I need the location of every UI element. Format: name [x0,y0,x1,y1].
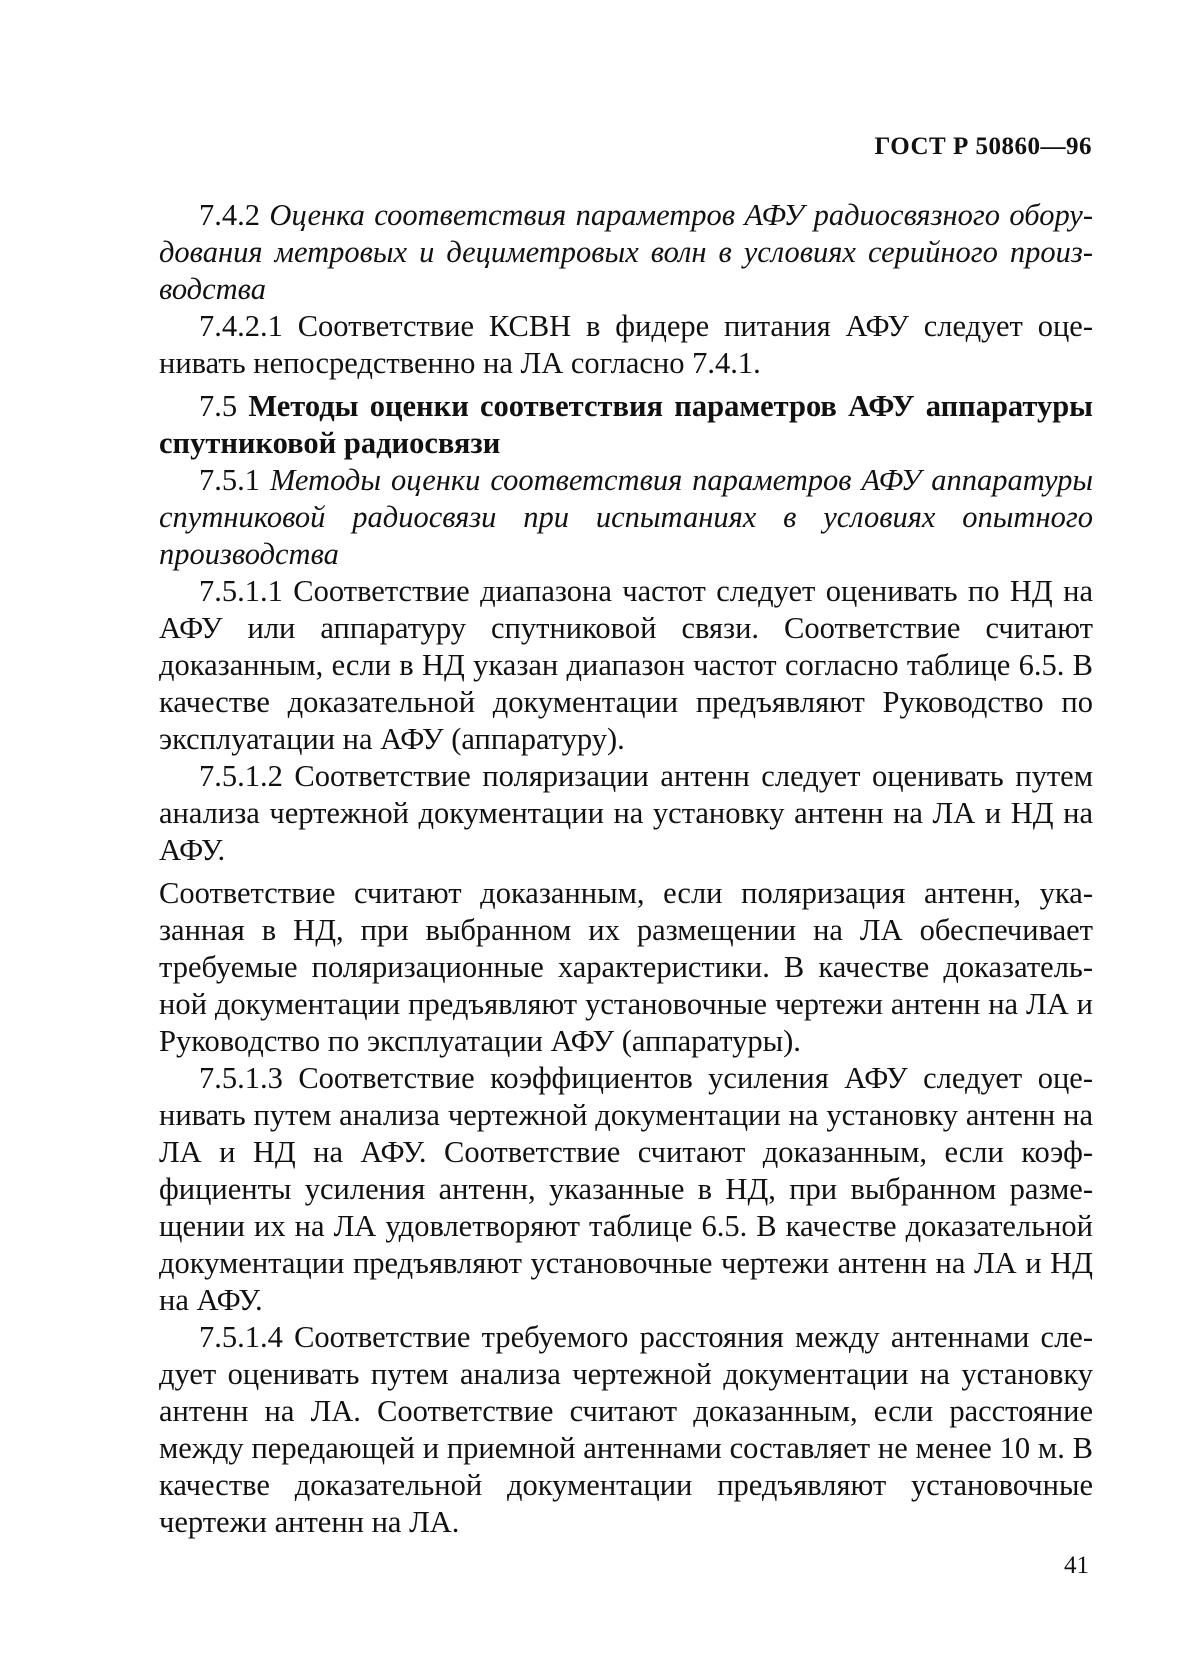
section-7-4-2 [159,197,1093,308]
section-number: 7.5.1 [199,463,260,497]
section-number: 7.5 [199,389,238,423]
section-7-4-2-1 [159,308,1093,382]
section-7-5-1-1 [159,573,1093,758]
section-text: Соответствие считают доказанным, если поляризация антенн, указанная в НД, при выбранном их размещении на ЛА обеспечивает требуемые поляризационные характеристики. В качестве доказательной документации предъявляют установочные чертежи антенн на ЛА и Руководство по эксплуатации АФУ (аппаратуры). [159,876,1093,1058]
section-7-5-1-2-continuation [159,875,1093,1060]
section-number: 7.4.2.1 [199,309,283,343]
section-title: Методы оценки соответствия параметров АФУ аппаратуры спутниковой радиосвязи при испытаниях в условиях опытного производства [159,463,1094,571]
section-text: Соответствие требуемого расстояния между антеннами следует оценивать путем анализа чертежной документации на установку антенн на ЛА. Соответствие считают доказанным, если расстояние между передающей и приемной антеннами составляет не менее 10 м. В качестве доказательной документации предъявляют установочные чертежи антенн на ЛА. [159,1320,1094,1539]
section-7-5 [159,388,1093,462]
section-7-5-1-2 [159,758,1093,869]
section-text: Соответствие коэффициентов усиления АФУ следует оценивать путем анализа чертежной документации на установку антенн на ЛА и НД на АФУ. Соответствие считают доказанным, если коэффициенты усиления антенн, указанные в НД, при выбранном размещении их на ЛА удовлетворяют таблице 6.5. В качестве доказательной документации предъявляют установочные чертежи антенн на ЛА и НД на АФУ. [159,1061,1093,1317]
section-7-5-1-4 [159,1319,1093,1541]
section-text: Соответствие КСВН в фидере питания АФУ следует оценивать непосредственно на ЛА согласно 7.4.1. [159,309,1094,380]
section-title: Методы оценки соответствия параметров АФУ аппаратуры спутниковой радиосвязи [159,389,1093,460]
section-7-5-1-3 [159,1060,1093,1319]
page-number: 41 [1064,1552,1089,1579]
section-title: Оценка соответствия параметров АФУ радиосвязного оборудования метровых и дециметровых волн в условиях серийного производства [159,198,1094,306]
section-number: 7.5.1.4 [199,1320,283,1354]
section-number: 7.5.1.3 [199,1061,283,1095]
section-number: 7.5.1.2 [199,759,283,793]
document-body [159,197,1093,1541]
section-text: Соответствие диапазона частот следует оценивать по НД на АФУ или аппаратуру спутниковой связи. Соответствие считают доказанным, если в НД указан диапазон частот согласно таблице 6.5. В качестве доказательной документации предъявляют Руководство по эксплуатации на АФУ (аппаратуру). [159,574,1093,756]
section-7-5-1 [159,462,1093,573]
section-number: 7.4.2 [199,198,260,232]
section-text: Соответствие поляризации антенн следует оценивать путем анализа чертежной документации на установку антенн на ЛА и НД на АФУ. [159,759,1093,867]
document-code-header: ГОСТ Р 50860—96 [874,133,1092,160]
section-number: 7.5.1.1 [199,574,283,608]
